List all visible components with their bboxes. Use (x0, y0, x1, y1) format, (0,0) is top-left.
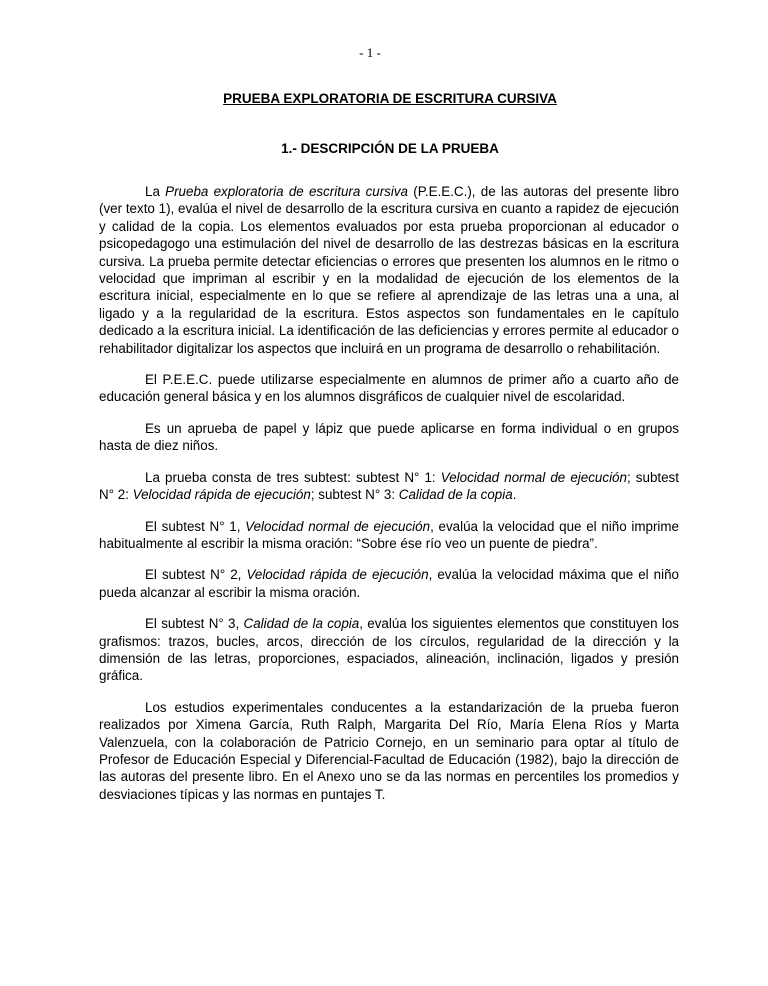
paragraph-subtest-3 (99, 615, 679, 685)
test-name-italic: Prueba exploratoria de escritura cursiva (165, 184, 408, 199)
paragraph-subtests (99, 469, 679, 504)
paragraph-studies: Los estudios experimentales conducentes a la estandarización de la prueba fueron realizados por Ximena García, Ruth Ralph, Margarita Del Río, María Elena Ríos y Marta Valenzuela, con la colaboración de Patricio Cornejo, en un seminario para optar al título de Profesor de Educación Especial y Diferencial-Facultad de Educación (1982), bajo la dirección de las autoras del presente libro. En el Anexo uno se da las normas en percentiles los promedios y desviaciones típicas y las normas en puntajes T. (99, 699, 679, 802)
paragraph-text: , evalúa los siguientes elementos que constituyen los grafismos: trazos, bucles, arcos, dirección de los círculos, regularidad de la dirección y la dimensión de las letras, proporciones, espaciados, alineación, inclinación, ligados y presión gráfica. (99, 616, 679, 684)
paragraph-format: Es un aprueba de papel y lápiz que puede aplicarse en forma individual o en grupos hasta de diez niños. (99, 420, 679, 454)
subtest-3-name: Calidad de la copia (243, 616, 360, 632)
paragraph-text: La (145, 184, 166, 199)
paragraph-description (99, 183, 679, 357)
paragraph-usage: El P.E.E.C. puede utilizarse especialmente en alumnos de primer año a cuarto año de educación general básica y en los alumnos disgráficos de cualquier nivel de escolaridad. (99, 372, 679, 405)
paragraph-text: . (512, 487, 517, 503)
paragraph-text: (P.E.E.C.), de las autoras del presente libro (ver texto 1), evalúa el nivel de desarrollo de la escritura cursiva en cuanto a rapidez de ejecución y calidad de la copia. Los elementos evaluados por esta prueba proporcionan al educador o psicopedagogo una estimulación del nivel de desarrollo de las destrezas básicas en la escritura cursiva. La prueba permite detectar eficiencias o errores que presenten los alumnos en le ritmo o velocidad que impriman al escribir y en la modalidad de ejecución de los elementos de la escritura inicial, especialmente en lo que se refiere al aprendizaje de las letras una a una, al ligado y a la regularidad de la escritura. Estos aspectos son fundamentales en le capítulo dedicado a la escritura inicial. La identificación de las deficiencias y errores permite al educador o rehabilitador digitalizar los aspectos que incluirá en un programa de desarrollo o rehabilitación. (99, 184, 679, 356)
paragraph-text: La prueba consta de tres subtest: subtest N° 1: (145, 469, 441, 485)
subtest-1-name: Velocidad normal de ejecución (440, 469, 627, 485)
section-heading: 1.- DESCRIPCIÓN DE LA PRUEBA (281, 141, 499, 156)
paragraph-subtest-2 (99, 566, 679, 601)
paragraph-text: , evalúa la velocidad que el niño imprime habitualmente al escribir la misma oración: “Sobre ése río veo un puente de piedra”. (99, 518, 679, 551)
body-text (99, 183, 679, 817)
paragraph-text: El subtest N° 2, (145, 567, 247, 583)
subtest-3-name: Calidad de la copia (398, 487, 513, 503)
subtest-1-name: Velocidad normal de ejecución (245, 518, 431, 534)
paragraph-subtest-1 (99, 518, 679, 553)
subtest-2-name: Velocidad rápida de ejecución (132, 487, 311, 503)
paragraph-text: , evalúa la velocidad máxima que el niño pueda alcanzar al escribir la misma oración. (99, 567, 679, 600)
paragraph-text: El subtest N° 3, (145, 616, 244, 632)
document-title: PRUEBA EXPLORATORIA DE ESCRITURA CURSIVA (223, 91, 557, 106)
paragraph-text: El subtest N° 1, (145, 518, 246, 534)
paragraph-text: ; subtest N° 2: (99, 469, 679, 503)
page-number: - 1 - (359, 45, 381, 60)
subtest-2-name: Velocidad rápida de ejecución (246, 567, 429, 583)
paragraph-text: ; subtest N° 3: (310, 487, 399, 503)
